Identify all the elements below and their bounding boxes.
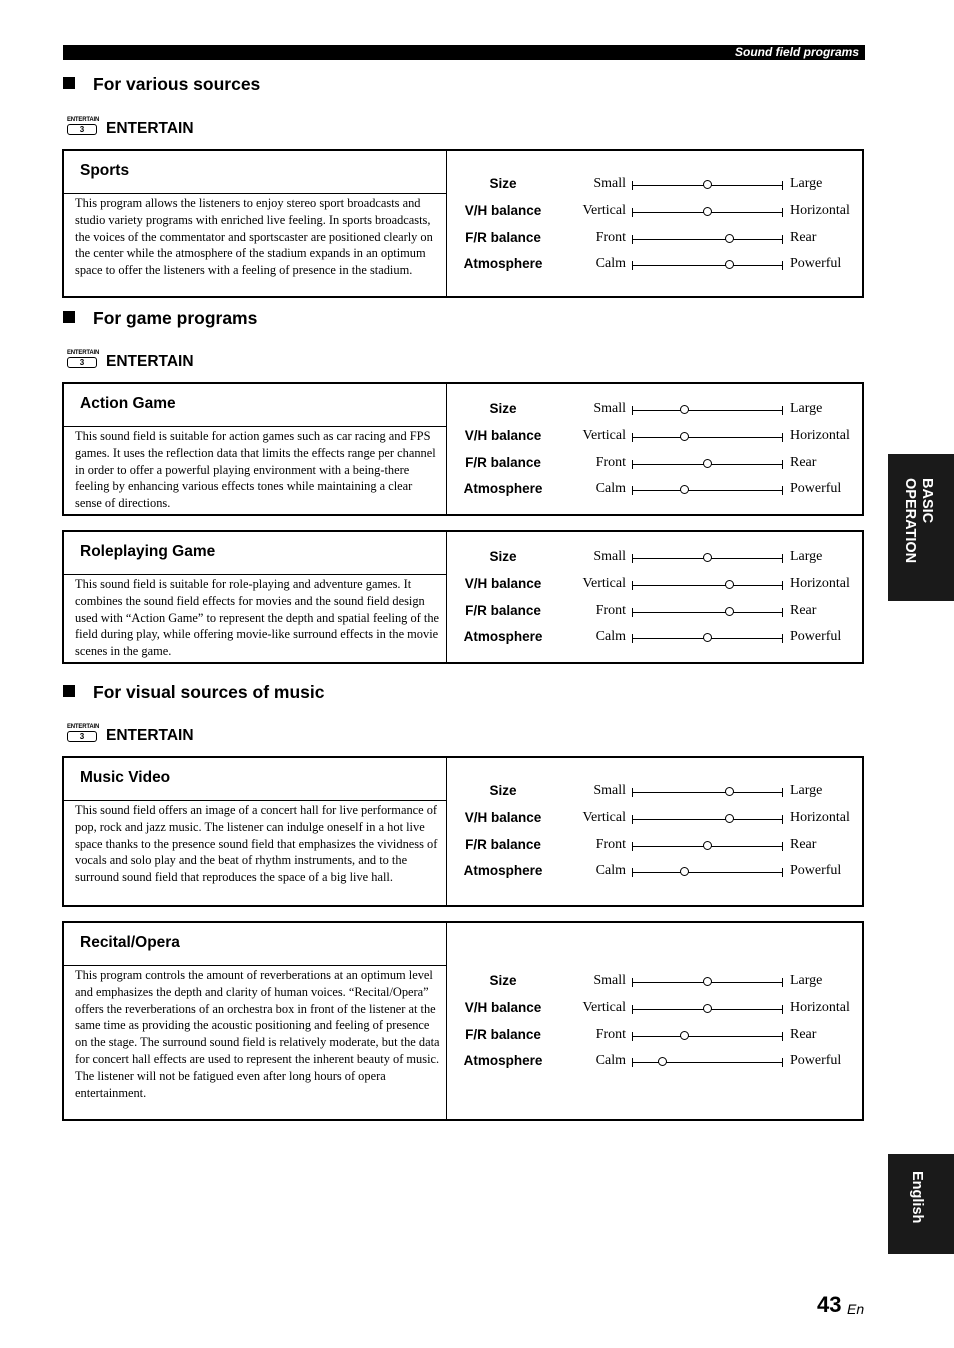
scale-track <box>632 846 783 847</box>
scale-marker <box>703 977 712 986</box>
program-description: This program allows the listeners to enjoy stereo sport broadcasts and studio variety programs with enriched live feeling. In sports broadcasts, the voices of the commentator and sportscaster are positioned clearly on the center while the atmosphere of the stadium expands in an optimum space to offer the listeners with a feeling of presence in the stadium. <box>75 196 433 278</box>
program-title: Roleplaying Game <box>80 543 216 560</box>
scale-max-label: Large <box>790 973 823 988</box>
scale-track <box>632 239 783 240</box>
square-bullet-icon <box>63 77 75 89</box>
program-box-action-game <box>62 382 864 516</box>
scale-track <box>632 265 783 266</box>
scale-max-label: Powerful <box>790 863 842 879</box>
scale-marker <box>703 553 712 562</box>
scale-marker <box>680 405 689 414</box>
scale-max-label: Rear <box>790 602 817 618</box>
scale-max-label: Horizontal <box>790 999 850 1015</box>
page-language-code: En <box>847 1301 865 1317</box>
parameter-label: Atmosphere <box>463 1053 543 1069</box>
scale-marker <box>703 1004 712 1013</box>
header-section-title: Sound field programs <box>734 45 859 59</box>
scale-max-label: Powerful <box>790 481 842 497</box>
scale-track <box>632 612 783 613</box>
scale-marker <box>703 633 712 642</box>
scale-max-label: Powerful <box>790 1053 842 1069</box>
section-heading-game-programs <box>63 308 257 329</box>
entertain-button-icon <box>66 117 98 137</box>
scale-max-label: Rear <box>790 1026 817 1042</box>
scale-track-right-cap <box>782 868 783 877</box>
scale-track-right-cap <box>782 1005 783 1014</box>
scale-track-left-cap <box>632 261 633 270</box>
scale-track-left-cap <box>632 842 633 851</box>
scale-track <box>632 872 783 873</box>
parameter-label: V/H balance <box>464 427 542 443</box>
scale-min-label: Calm <box>595 1053 626 1069</box>
entertain-button-icon <box>66 350 98 370</box>
scale-track-right-cap <box>782 486 783 495</box>
scale-track-left-cap <box>632 406 633 415</box>
scale-marker <box>703 459 712 468</box>
scale-max-label: Rear <box>790 229 817 245</box>
program-info <box>64 384 447 514</box>
scale-min-label: Vertical <box>582 427 626 443</box>
program-box-music-video <box>62 756 864 907</box>
divider <box>64 426 446 427</box>
program-title: Action Game <box>80 395 176 412</box>
scale-max-label: Rear <box>790 836 817 852</box>
parameter-label: Atmosphere <box>463 629 543 645</box>
scale-track-left-cap <box>632 554 633 563</box>
scale-track-right-cap <box>782 208 783 217</box>
scale-track-left-cap <box>632 868 633 877</box>
scale-track-left-cap <box>632 1058 633 1067</box>
scale-marker <box>680 1031 689 1040</box>
program-description: This program controls the amount of reverberations at an optimum level and emphasizes the depth and clarity of human voices. “Recital/Opera” offers the reverberations of an orchestra box in front of the listener at the same time as providing the acoustic positioning and feeling of presence on the stage. The surround sound field is relatively moderate, but the data for concert hall effects are used to represent the inherent beauty of music. The listener will not be fatigued even after long hours of opera entertainment. <box>75 968 440 1100</box>
scale-max-label: Powerful <box>790 629 842 645</box>
program-box-recital-opera <box>62 921 864 1121</box>
parameter-label: Size <box>489 401 517 416</box>
scale-track <box>632 1062 783 1063</box>
scale-track-right-cap <box>782 815 783 824</box>
scale-marker <box>725 580 734 589</box>
scale-max-label: Large <box>790 549 823 564</box>
scale-min-label: Calm <box>595 629 626 645</box>
parameter-label: Atmosphere <box>463 863 543 879</box>
scale-track-left-cap <box>632 634 633 643</box>
scale-track-left-cap <box>632 235 633 244</box>
scale-track <box>632 490 783 491</box>
program-description: This sound field offers an image of a concert hall for live performance of pop, rock and jazz music. The listener can indulge oneself in a hot live space thanks to the presence sound field that emphasizes the vividness of vocals and solo play and the beat of rhythm instruments, and to the surround sound field that reproduces the space of a big live hall. <box>75 803 438 885</box>
scale-max-label: Horizontal <box>790 202 850 218</box>
scale-max-label: Horizontal <box>790 427 850 443</box>
scale-track <box>632 558 783 559</box>
parameter-label: Size <box>489 973 517 988</box>
scale-min-label: Small <box>593 401 626 416</box>
parameter-label: Atmosphere <box>463 256 543 272</box>
program-description: This sound field is suitable for role-playing and adventure games. It combines the sound field effects for movies and the sound field design used with “Action Game” to represent the depth and spatial feeling of the field during play, while offering movie-like surround effects in the movie scenes in the game. <box>75 577 440 659</box>
parameter-label: F/R balance <box>465 1026 541 1042</box>
square-bullet-icon <box>63 685 75 697</box>
scale-track-left-cap <box>632 433 633 442</box>
section-heading-text: For game programs <box>93 308 258 328</box>
entertain-icon-word: ENTERTAIN <box>67 117 100 123</box>
program-box-roleplaying-game <box>62 530 864 664</box>
parameter-label: V/H balance <box>464 202 542 218</box>
section-heading-text: For various sources <box>93 74 261 94</box>
header-bar <box>63 45 865 60</box>
scale-max-label: Large <box>790 176 823 191</box>
scale-track-right-cap <box>782 978 783 987</box>
scale-track-left-cap <box>632 788 633 797</box>
scale-track <box>632 212 783 213</box>
entertain-icon-number: 3 <box>67 124 97 135</box>
english-tab <box>888 1154 954 1254</box>
scale-track-left-cap <box>632 978 633 987</box>
parameter-label: Size <box>489 176 517 191</box>
scale-marker <box>680 485 689 494</box>
divider <box>64 965 446 966</box>
scale-track <box>632 1036 783 1037</box>
section-heading-visual-music <box>63 682 324 703</box>
scale-marker <box>680 867 689 876</box>
parameter-label: F/R balance <box>465 229 541 245</box>
program-info <box>64 532 447 662</box>
scale-marker <box>725 260 734 269</box>
scale-max-label: Rear <box>790 454 817 470</box>
square-bullet-icon <box>63 311 75 323</box>
scale-marker <box>658 1057 667 1066</box>
scale-track-left-cap <box>632 486 633 495</box>
scale-max-label: Large <box>790 401 823 416</box>
scale-marker <box>703 841 712 850</box>
parameter-label: Size <box>489 549 517 564</box>
scale-max-label: Horizontal <box>790 575 850 591</box>
scale-min-label: Small <box>593 176 626 191</box>
parameter-label: V/H balance <box>464 809 542 825</box>
entertain-icon-word: ENTERTAIN <box>67 724 100 730</box>
scale-marker <box>725 787 734 796</box>
scale-min-label: Vertical <box>582 809 626 825</box>
scale-marker <box>703 207 712 216</box>
divider <box>64 800 446 801</box>
scale-track <box>632 638 783 639</box>
scale-track-left-cap <box>632 608 633 617</box>
scale-min-label: Front <box>595 836 626 852</box>
section-heading-various-sources <box>63 74 260 95</box>
scale-min-label: Vertical <box>582 575 626 591</box>
scale-track-right-cap <box>782 608 783 617</box>
program-title: Music Video <box>80 769 171 786</box>
section-heading-text: For visual sources of music <box>93 682 325 702</box>
scale-min-label: Calm <box>595 481 626 497</box>
scale-track-right-cap <box>782 1032 783 1041</box>
scale-track <box>632 185 783 186</box>
program-title: Sports <box>80 162 130 179</box>
scale-track <box>632 819 783 820</box>
scale-track <box>632 982 783 983</box>
entertain-label: ENTERTAIN <box>106 120 194 137</box>
divider <box>64 574 446 575</box>
entertain-icon-number: 3 <box>67 731 97 742</box>
scale-track-left-cap <box>632 460 633 469</box>
parameter-label: V/H balance <box>464 575 542 591</box>
program-description: This sound field is suitable for action games such as car racing and FPS games. It uses the reflection data that limits the effects range per channel in order to offer a powerful playing environment with a being-there feeling by enhancing various effects tones while maintaining a clear sense of directions. <box>75 429 436 511</box>
scale-track-right-cap <box>782 842 783 851</box>
scale-marker <box>725 814 734 823</box>
entertain-icon-number: 3 <box>67 357 97 368</box>
scale-min-label: Calm <box>595 863 626 879</box>
scale-track-right-cap <box>782 433 783 442</box>
scale-track-right-cap <box>782 261 783 270</box>
entertain-label: ENTERTAIN <box>106 727 194 744</box>
program-info <box>64 151 447 296</box>
scale-min-label: Small <box>593 783 626 798</box>
scale-min-label: Vertical <box>582 999 626 1015</box>
scale-min-label: Small <box>593 549 626 564</box>
parameter-label: Atmosphere <box>463 481 543 497</box>
scale-track-right-cap <box>782 634 783 643</box>
scale-track <box>632 410 783 411</box>
scale-marker <box>725 607 734 616</box>
scale-track <box>632 437 783 438</box>
scale-track-left-cap <box>632 581 633 590</box>
scale-track-right-cap <box>782 406 783 415</box>
scale-track <box>632 585 783 586</box>
scale-track-right-cap <box>782 460 783 469</box>
scale-track <box>632 464 783 465</box>
scale-min-label: Front <box>595 602 626 618</box>
program-info <box>64 758 447 905</box>
scale-track-left-cap <box>632 181 633 190</box>
scale-track-left-cap <box>632 1005 633 1014</box>
scale-min-label: Calm <box>595 256 626 272</box>
scale-track-right-cap <box>782 581 783 590</box>
scale-track <box>632 1009 783 1010</box>
scale-min-label: Front <box>595 1026 626 1042</box>
scale-min-label: Small <box>593 973 626 988</box>
scale-track-right-cap <box>782 554 783 563</box>
scale-track-right-cap <box>782 788 783 797</box>
parameter-label: F/R balance <box>465 602 541 618</box>
scale-track <box>632 792 783 793</box>
scale-track-left-cap <box>632 815 633 824</box>
scale-max-label: Horizontal <box>790 809 850 825</box>
program-info <box>64 923 447 1119</box>
program-title: Recital/Opera <box>80 934 180 951</box>
page-number: 43 <box>817 1292 842 1317</box>
basic-operation-tab <box>888 454 954 601</box>
scale-track-left-cap <box>632 1032 633 1041</box>
scale-max-label: Large <box>790 783 823 798</box>
scale-track-left-cap <box>632 208 633 217</box>
scale-track-right-cap <box>782 181 783 190</box>
scale-max-label: Powerful <box>790 256 842 272</box>
divider <box>64 193 446 194</box>
parameter-label: V/H balance <box>464 999 542 1015</box>
scale-min-label: Vertical <box>582 202 626 218</box>
parameter-label: F/R balance <box>465 454 541 470</box>
parameter-label: Size <box>489 783 517 798</box>
entertain-button-icon <box>66 724 98 744</box>
scale-min-label: Front <box>595 454 626 470</box>
scale-marker <box>680 432 689 441</box>
english-tab-label: English <box>909 1171 925 1224</box>
scale-marker <box>725 234 734 243</box>
entertain-label: ENTERTAIN <box>106 353 194 370</box>
scale-min-label: Front <box>595 229 626 245</box>
scale-track-right-cap <box>782 1058 783 1067</box>
scale-track-right-cap <box>782 235 783 244</box>
program-box-sports <box>62 149 864 298</box>
scale-marker <box>703 180 712 189</box>
parameter-label: F/R balance <box>465 836 541 852</box>
entertain-icon-word: ENTERTAIN <box>67 350 100 356</box>
basic-operation-tab-label: BASIC OPERATION <box>902 478 935 564</box>
